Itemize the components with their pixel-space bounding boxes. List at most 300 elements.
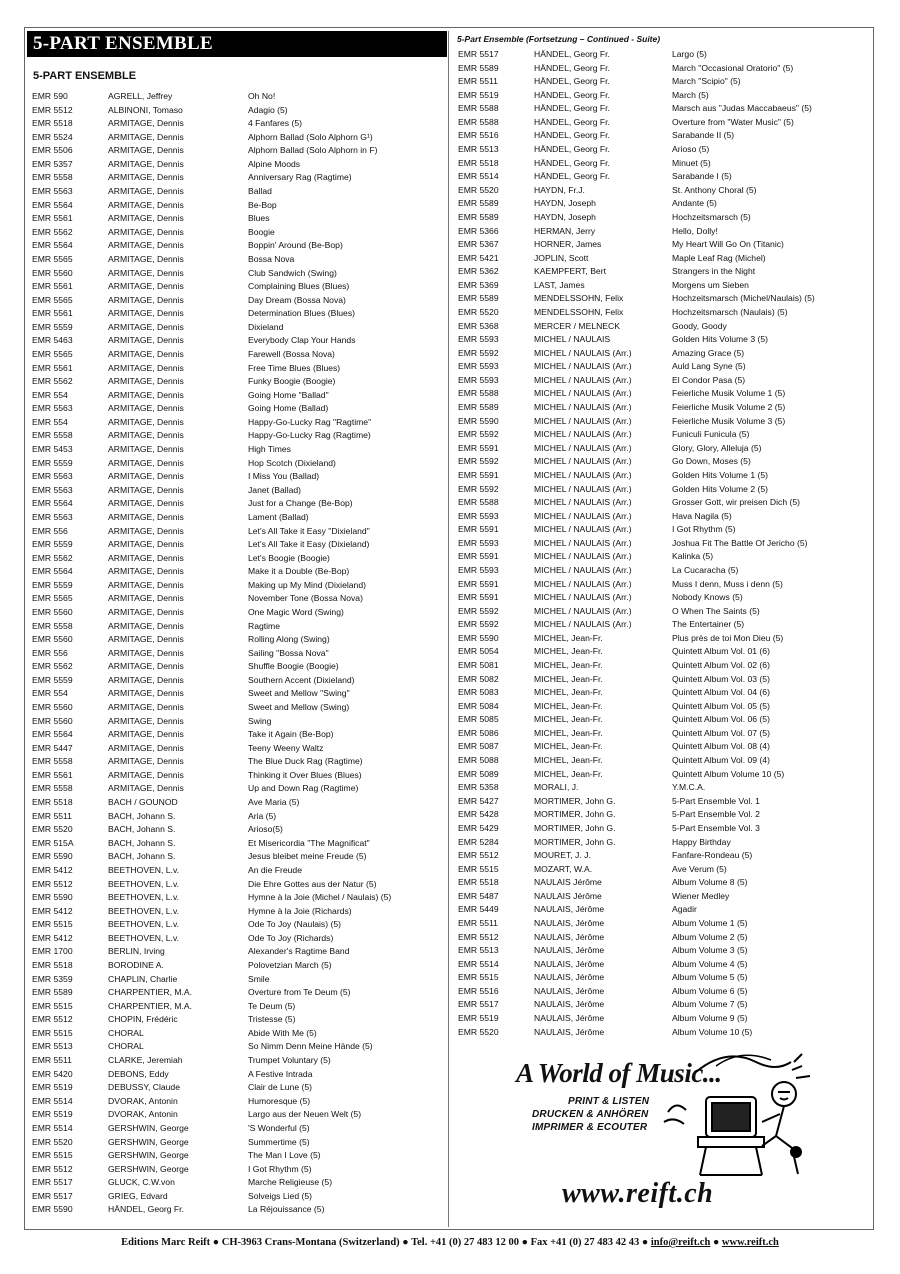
catalog-entry bbox=[458, 347, 868, 361]
piece-title: La Cucaracha (5) bbox=[672, 564, 739, 575]
catalog-number: EMR 5563 bbox=[32, 484, 73, 495]
composer: ALBINONI, Tomaso bbox=[108, 104, 183, 115]
catalog-entry bbox=[458, 944, 868, 958]
catalog-entry bbox=[32, 416, 447, 430]
piece-title: Hymne à la Joie (Richards) bbox=[248, 905, 352, 916]
piece-title: Sailing "Bossa Nova" bbox=[248, 647, 329, 658]
catalog-number: EMR 5463 bbox=[32, 335, 73, 346]
catalog-entry bbox=[32, 552, 447, 566]
piece-title: Free Time Blues (Blues) bbox=[248, 362, 341, 373]
section-title: 5-PART ENSEMBLE bbox=[33, 33, 213, 54]
piece-title: La Réjouissance (5) bbox=[248, 1204, 325, 1215]
composer: ARMITAGE, Dennis bbox=[108, 498, 184, 509]
piece-title: 5-Part Ensemble Vol. 3 bbox=[672, 822, 760, 833]
composer: MORTIMER, John G. bbox=[534, 795, 616, 806]
catalog-entry bbox=[32, 457, 447, 471]
piece-title: Humoresque (5) bbox=[248, 1095, 311, 1106]
right-catalog-list bbox=[458, 48, 868, 1039]
piece-title: Anniversary Rag (Ragtime) bbox=[248, 172, 352, 183]
piece-title: Nobody Knows (5) bbox=[672, 592, 743, 603]
catalog-number: EMR 5563 bbox=[32, 511, 73, 522]
piece-title: Let's All Take it Easy (Dixieland) bbox=[248, 539, 370, 550]
piece-title: Quintett Album Vol. 04 (6) bbox=[672, 687, 770, 698]
left-catalog-list bbox=[32, 90, 447, 1217]
catalog-entry bbox=[458, 496, 868, 510]
catalog-entry bbox=[32, 796, 447, 810]
composer: HAYDN, Fr.J. bbox=[534, 184, 585, 195]
catalog-number: EMR 5592 bbox=[458, 456, 499, 467]
catalog-entry bbox=[458, 360, 868, 374]
piece-title: Wiener Medley bbox=[672, 890, 730, 901]
piece-title: Abide With Me (5) bbox=[248, 1027, 317, 1038]
composer: ARMITAGE, Dennis bbox=[108, 593, 184, 604]
piece-title: Alpine Moods bbox=[248, 158, 301, 169]
piece-title: El Condor Pasa (5) bbox=[672, 374, 746, 385]
catalog-entry bbox=[32, 321, 447, 335]
composer: ARMITAGE, Dennis bbox=[108, 484, 184, 495]
piece-title: Jesus bleibet meine Freude (5) bbox=[248, 851, 367, 862]
piece-title: 4 Fanfares (5) bbox=[248, 118, 302, 129]
composer: MOZART, W.A. bbox=[534, 863, 593, 874]
piece-title: Amazing Grace (5) bbox=[672, 347, 745, 358]
composer: GERSHWIN, George bbox=[108, 1163, 189, 1174]
piece-title: A Festive Intrada bbox=[248, 1068, 313, 1079]
composer: ARMITAGE, Dennis bbox=[108, 376, 184, 387]
catalog-entry bbox=[458, 116, 868, 130]
composer: HORNER, James bbox=[534, 239, 602, 250]
catalog-number: EMR 5512 bbox=[32, 104, 73, 115]
catalog-number: EMR 5561 bbox=[32, 769, 73, 780]
catalog-entry bbox=[458, 727, 868, 741]
piece-title: Album Volume 3 (5) bbox=[672, 945, 748, 956]
catalog-number: EMR 5085 bbox=[458, 714, 499, 725]
catalog-entry bbox=[32, 511, 447, 525]
piece-title: Tristesse (5) bbox=[248, 1014, 296, 1025]
piece-title: Dixieland bbox=[248, 321, 284, 332]
catalog-number: EMR 5511 bbox=[458, 76, 498, 87]
composer: MICHEL, Jean-Fr. bbox=[534, 727, 603, 738]
piece-title: Album Volume 2 (5) bbox=[672, 931, 748, 942]
composer: MERCER / MELNECK bbox=[534, 320, 620, 331]
catalog-number: EMR 5588 bbox=[458, 116, 499, 127]
catalog-number: EMR 5589 bbox=[458, 198, 499, 209]
catalog-entry bbox=[458, 225, 868, 239]
composer: NAULAIS, Jérôme bbox=[534, 904, 605, 915]
composer: MICHEL / NAULAIS (Arr.) bbox=[534, 402, 632, 413]
piece-title: March "Scipio" (5) bbox=[672, 76, 741, 87]
composer: MENDELSSOHN, Felix bbox=[534, 306, 624, 317]
piece-title: Goody, Goody bbox=[672, 320, 727, 331]
catalog-number: EMR 5520 bbox=[32, 1136, 73, 1147]
catalog-number: EMR 5592 bbox=[458, 429, 499, 440]
catalog-number: EMR 5515 bbox=[32, 1150, 73, 1161]
composer: BEETHOVEN, L.v. bbox=[108, 864, 179, 875]
catalog-number: EMR 5516 bbox=[458, 985, 499, 996]
composer: ARMITAGE, Dennis bbox=[108, 552, 184, 563]
footer-web-link[interactable]: www.reift.ch bbox=[721, 1237, 779, 1248]
piece-title: Strangers in the Night bbox=[672, 266, 756, 277]
catalog-number: EMR 5520 bbox=[458, 306, 499, 317]
composer: BEETHOVEN, L.v. bbox=[108, 892, 179, 903]
catalog-number: EMR 5562 bbox=[32, 552, 73, 563]
catalog-number: EMR 5369 bbox=[458, 279, 499, 290]
composer: ARMITAGE, Dennis bbox=[108, 647, 184, 658]
catalog-number: EMR 5366 bbox=[458, 225, 499, 236]
composer: ARMITAGE, Dennis bbox=[108, 226, 184, 237]
catalog-entry bbox=[458, 320, 868, 334]
catalog-number: EMR 5564 bbox=[32, 199, 73, 210]
catalog-number: EMR 5362 bbox=[458, 266, 499, 277]
catalog-entry bbox=[458, 632, 868, 646]
composer: HÄNDEL, Georg Fr. bbox=[534, 130, 610, 141]
catalog-number: EMR 5590 bbox=[458, 632, 499, 643]
catalog-entry bbox=[458, 659, 868, 673]
catalog-entry bbox=[32, 199, 447, 213]
composer: NAULAIS Jérôme bbox=[534, 890, 602, 901]
piece-title: Et Misericordia "The Magnificat" bbox=[248, 837, 370, 848]
piece-title: Glory, Glory, Alleluja (5) bbox=[672, 442, 762, 453]
composer: ARMITAGE, Dennis bbox=[108, 661, 184, 672]
catalog-number: EMR 5562 bbox=[32, 661, 73, 672]
composer: MICHEL / NAULAIS (Arr.) bbox=[534, 605, 632, 616]
catalog-number: EMR 5357 bbox=[32, 158, 73, 169]
catalog-entry bbox=[32, 348, 447, 362]
composer: CHOPIN, Frédéric bbox=[108, 1014, 178, 1025]
piece-title: Ragtime bbox=[248, 620, 280, 631]
catalog-number: EMR 5520 bbox=[458, 1026, 499, 1037]
catalog-number: EMR 5560 bbox=[32, 702, 73, 713]
catalog-number: EMR 5087 bbox=[458, 741, 499, 752]
piece-title: Up and Down Rag (Ragtime) bbox=[248, 783, 359, 794]
catalog-entry bbox=[32, 1095, 447, 1109]
composer: ARMITAGE, Dennis bbox=[108, 348, 184, 359]
piece-title: Quintett Album Vol. 06 (5) bbox=[672, 714, 770, 725]
catalog-entry bbox=[458, 387, 868, 401]
catalog-entry bbox=[32, 470, 447, 484]
composer: ARMITAGE, Dennis bbox=[108, 742, 184, 753]
catalog-entry bbox=[458, 333, 868, 347]
catalog-entry bbox=[458, 822, 868, 836]
composer: HÄNDEL, Georg Fr. bbox=[534, 49, 610, 59]
catalog-entry bbox=[32, 850, 447, 864]
composer: ARMITAGE, Dennis bbox=[108, 186, 184, 197]
composer: HAYDN, Joseph bbox=[534, 198, 596, 209]
composer: MICHEL, Jean-Fr. bbox=[534, 700, 603, 711]
composer: ARMITAGE, Dennis bbox=[108, 403, 184, 414]
catalog-entry bbox=[32, 1149, 447, 1163]
piece-title: Ave Maria (5) bbox=[248, 797, 300, 808]
catalog-entry bbox=[32, 117, 447, 131]
composer: NAULAIS, Jérôme bbox=[534, 1013, 605, 1024]
footer-fax: Fax +41 (0) 27 483 42 43 bbox=[530, 1237, 640, 1248]
catalog-entry bbox=[32, 1176, 447, 1190]
catalog-entry bbox=[458, 985, 868, 999]
catalog-entry bbox=[458, 890, 868, 904]
piece-title: Hello, Dolly! bbox=[672, 225, 718, 236]
catalog-number: EMR 5559 bbox=[32, 457, 73, 468]
catalog-number: EMR 5558 bbox=[32, 172, 73, 183]
piece-title: Smile bbox=[248, 973, 270, 984]
catalog-entry bbox=[458, 252, 868, 266]
catalog-entry bbox=[32, 253, 447, 267]
catalog-number: EMR 590 bbox=[32, 91, 68, 101]
composer: ARMITAGE, Dennis bbox=[108, 389, 184, 400]
catalog-entry bbox=[32, 728, 447, 742]
catalog-number: EMR 5428 bbox=[458, 809, 499, 820]
catalog-number: EMR 5517 bbox=[458, 999, 499, 1010]
catalog-entry bbox=[458, 700, 868, 714]
catalog-number: EMR 5565 bbox=[32, 593, 73, 604]
piece-title: My Heart Will Go On (Titanic) bbox=[672, 239, 784, 250]
catalog-entry bbox=[32, 185, 447, 199]
piece-title: Hymne à la Joie (Michel / Naulais) (5) bbox=[248, 892, 392, 903]
catalog-entry bbox=[458, 62, 868, 76]
piece-title: One Magic Word (Swing) bbox=[248, 606, 344, 617]
composer: ARMITAGE, Dennis bbox=[108, 769, 184, 780]
catalog-entry bbox=[458, 673, 868, 687]
composer: NAULAIS Jérôme bbox=[534, 877, 602, 888]
piece-title: Alphorn Ballad (Solo Alphorn in F) bbox=[248, 145, 378, 156]
catalog-entry bbox=[458, 836, 868, 850]
catalog-number: EMR 5593 bbox=[458, 564, 499, 575]
piece-title: Quintett Album Vol. 05 (5) bbox=[672, 700, 770, 711]
piece-title: Teeny Weeny Waltz bbox=[248, 742, 324, 753]
composer: ARMITAGE, Dennis bbox=[108, 240, 184, 251]
catalog-entry bbox=[458, 469, 868, 483]
catalog-number: EMR 5517 bbox=[32, 1177, 73, 1188]
section-title-bar bbox=[27, 31, 447, 57]
ad-headline: A World of Music... bbox=[516, 1058, 722, 1088]
composer: DVORAK, Antonin bbox=[108, 1095, 178, 1106]
catalog-number: EMR 5518 bbox=[32, 797, 73, 808]
composer: NAULAIS, Jérôme bbox=[534, 999, 605, 1010]
catalog-number: EMR 5429 bbox=[458, 822, 499, 833]
catalog-entry bbox=[32, 389, 447, 403]
catalog-entry bbox=[32, 1122, 447, 1136]
piece-title: Funky Boogie (Boogie) bbox=[248, 376, 336, 387]
catalog-number: EMR 5524 bbox=[32, 131, 73, 142]
catalog-number: EMR 5591 bbox=[458, 551, 499, 562]
catalog-number: EMR 5591 bbox=[458, 469, 499, 480]
ad-url: www.reift.ch bbox=[562, 1178, 714, 1209]
catalog-number: EMR 5591 bbox=[458, 442, 499, 453]
catalog-entry bbox=[32, 158, 447, 172]
catalog-entry bbox=[458, 550, 868, 564]
catalog-entry bbox=[32, 104, 447, 118]
piece-title: Album Volume 8 (5) bbox=[672, 877, 748, 888]
catalog-entry bbox=[458, 931, 868, 945]
ad-line-print: PRINT & LISTEN bbox=[568, 1096, 650, 1107]
piece-title: An die Freude bbox=[248, 864, 302, 875]
catalog-entry bbox=[458, 401, 868, 415]
catalog-entry bbox=[458, 415, 868, 429]
catalog-number: EMR 5560 bbox=[32, 267, 73, 278]
composer: AGRELL, Jeffrey bbox=[108, 91, 173, 101]
catalog-number: EMR 5511 bbox=[32, 810, 72, 821]
composer: NAULAIS, Jérôme bbox=[534, 972, 605, 983]
catalog-number: EMR 5368 bbox=[458, 320, 499, 331]
piece-title: Quintett Album Vol. 08 (4) bbox=[672, 741, 770, 752]
catalog-number: EMR 5515 bbox=[32, 1027, 73, 1038]
composer: KAEMPFERT, Bert bbox=[534, 266, 606, 277]
piece-title: Feierliche Musik Volume 2 (5) bbox=[672, 402, 786, 413]
composer: BEETHOVEN, L.v. bbox=[108, 919, 179, 930]
piece-title: Maple Leaf Rag (Michel) bbox=[672, 252, 766, 263]
composer: ARMITAGE, Dennis bbox=[108, 674, 184, 685]
catalog-number: EMR 5506 bbox=[32, 145, 73, 156]
catalog-entry bbox=[458, 279, 868, 293]
composer: HÄNDEL, Georg Fr. bbox=[534, 157, 610, 168]
piece-title: Club Sandwich (Swing) bbox=[248, 267, 337, 278]
piece-title: Album Volume 9 (5) bbox=[672, 1013, 748, 1024]
composer: NAULAIS, Jérôme bbox=[534, 918, 605, 928]
composer: MICHEL, Jean-Fr. bbox=[534, 741, 603, 752]
catalog-number: EMR 5449 bbox=[458, 904, 499, 915]
piece-title: Overture from "Water Music" (5) bbox=[672, 116, 794, 127]
catalog-number: EMR 5359 bbox=[32, 973, 73, 984]
composer: MICHEL, Jean-Fr. bbox=[534, 755, 603, 766]
piece-title: St. Anthony Choral (5) bbox=[672, 184, 757, 195]
footer-tel: Tel. +41 (0) 27 483 12 00 bbox=[411, 1237, 520, 1248]
composer: GERSHWIN, George bbox=[108, 1150, 189, 1161]
catalog-number: EMR 5589 bbox=[458, 211, 499, 222]
catalog-number: EMR 5519 bbox=[32, 1082, 73, 1093]
piece-title: Happy-Go-Lucky Rag (Ragtime) bbox=[248, 430, 371, 441]
catalog-number: EMR 5561 bbox=[32, 362, 73, 373]
catalog-number: EMR 5589 bbox=[458, 293, 499, 304]
piece-title: Quintett Album Volume 10 (5) bbox=[672, 768, 785, 779]
composer: MICHEL / NAULAIS (Arr.) bbox=[534, 429, 632, 440]
piece-title: Ode To Joy (Richards) bbox=[248, 932, 334, 943]
piece-title: November Tone (Bossa Nova) bbox=[248, 593, 363, 604]
composer: ARMITAGE, Dennis bbox=[108, 199, 184, 210]
catalog-number: EMR 5564 bbox=[32, 240, 73, 251]
piece-title: Thinking it Over Blues (Blues) bbox=[248, 769, 362, 780]
section-subheading: 5-PART ENSEMBLE bbox=[33, 70, 137, 82]
piece-title: Clair de Lune (5) bbox=[248, 1082, 313, 1093]
catalog-entry bbox=[458, 428, 868, 442]
catalog-number: EMR 5590 bbox=[32, 851, 73, 862]
catalog-number: EMR 5089 bbox=[458, 768, 499, 779]
piece-title: Marche Religieuse (5) bbox=[248, 1177, 333, 1188]
piece-title: Sweet and Mellow (Swing) bbox=[248, 702, 350, 713]
catalog-number: EMR 5565 bbox=[32, 348, 73, 359]
composer: MORTIMER, John G. bbox=[534, 809, 616, 820]
piece-title: Lament (Ballad) bbox=[248, 511, 309, 522]
catalog-number: EMR 5563 bbox=[32, 186, 73, 197]
footer-email-link[interactable]: info@reift.ch bbox=[650, 1237, 711, 1248]
catalog-entry bbox=[458, 455, 868, 469]
catalog-number: EMR 5564 bbox=[32, 498, 73, 509]
composer: MICHEL, Jean-Fr. bbox=[534, 646, 603, 657]
catalog-number: EMR 5560 bbox=[32, 606, 73, 617]
catalog-number: EMR 5512 bbox=[458, 850, 499, 861]
composer: ARMITAGE, Dennis bbox=[108, 579, 184, 590]
piece-title: O When The Saints (5) bbox=[672, 605, 760, 616]
composer: CHORAL bbox=[108, 1041, 144, 1052]
piece-title: Te Deum (5) bbox=[248, 1000, 296, 1011]
catalog-entry bbox=[458, 143, 868, 157]
catalog-number: EMR 5514 bbox=[458, 958, 499, 969]
catalog-entry bbox=[32, 823, 447, 837]
catalog-entry bbox=[458, 197, 868, 211]
piece-title: Boogie bbox=[248, 226, 275, 237]
catalog-number: EMR 5519 bbox=[458, 89, 499, 100]
composer: BACH, Johann S. bbox=[108, 851, 176, 862]
composer: ARMITAGE, Dennis bbox=[108, 118, 184, 129]
catalog-entry bbox=[32, 878, 447, 892]
catalog-entry bbox=[32, 633, 447, 647]
catalog-number: EMR 5563 bbox=[32, 403, 73, 414]
catalog-entry bbox=[458, 537, 868, 551]
catalog-number: EMR 554 bbox=[32, 389, 68, 400]
catalog-entry bbox=[32, 1000, 447, 1014]
catalog-entry bbox=[32, 226, 447, 240]
piece-title: Agadir bbox=[672, 904, 697, 915]
composer: NAULAIS, Jérôme bbox=[534, 945, 605, 956]
composer: BACH, Johann S. bbox=[108, 824, 176, 835]
composer: ARMITAGE, Dennis bbox=[108, 539, 184, 550]
composer: CLARKE, Jeremiah bbox=[108, 1055, 183, 1066]
catalog-entry bbox=[32, 1108, 447, 1122]
piece-title: Arioso(5) bbox=[248, 824, 283, 835]
composer: ARMITAGE, Dennis bbox=[108, 158, 184, 169]
catalog-number: EMR 515A bbox=[32, 837, 74, 848]
catalog-entry bbox=[32, 497, 447, 511]
composer: ARMITAGE, Dennis bbox=[108, 702, 184, 713]
bullet-separator: ● bbox=[402, 1237, 412, 1248]
catalog-number: EMR 5513 bbox=[458, 144, 499, 155]
piece-title: Hochzeitsmarsch (Naulais) (5) bbox=[672, 306, 788, 317]
piece-title: Sweet and Mellow "Swing" bbox=[248, 688, 350, 699]
composer: MICHEL / NAULAIS (Arr.) bbox=[534, 497, 632, 508]
catalog-entry bbox=[32, 131, 447, 145]
catalog-entry bbox=[458, 184, 868, 198]
composer: BEETHOVEN, L.v. bbox=[108, 905, 179, 916]
catalog-entry bbox=[458, 863, 868, 877]
ad-line-drucken: DRUCKEN & ANHÖREN bbox=[532, 1109, 649, 1120]
piece-title: High Times bbox=[248, 444, 291, 455]
composer: DEBONS, Eddy bbox=[108, 1068, 169, 1079]
catalog-entry bbox=[458, 510, 868, 524]
piece-title: Go Down, Moses (5) bbox=[672, 456, 751, 467]
catalog-entry bbox=[32, 1081, 447, 1095]
composer: HÄNDEL, Georg Fr. bbox=[534, 62, 610, 73]
catalog-number: EMR 5593 bbox=[458, 334, 499, 345]
catalog-number: EMR 5561 bbox=[32, 308, 73, 319]
piece-title: March "Occasional Oratorio" (5) bbox=[672, 62, 794, 73]
catalog-entry bbox=[32, 932, 447, 946]
piece-title: Oh No! bbox=[248, 91, 276, 101]
catalog-entry bbox=[458, 795, 868, 809]
catalog-entry bbox=[458, 306, 868, 320]
catalog-entry bbox=[32, 334, 447, 348]
catalog-entry bbox=[32, 769, 447, 783]
composer: ARMITAGE, Dennis bbox=[108, 715, 184, 726]
catalog-number: EMR 5513 bbox=[458, 945, 499, 956]
catalog-entry bbox=[458, 89, 868, 103]
catalog-entry bbox=[458, 564, 868, 578]
piece-title: Hochzeitsmarsch (5) bbox=[672, 211, 751, 222]
composer: HÄNDEL, Georg Fr. bbox=[534, 171, 610, 182]
catalog-number: EMR 5081 bbox=[458, 660, 499, 671]
composer: HÄNDEL, Georg Fr. bbox=[108, 1204, 184, 1215]
catalog-entry bbox=[32, 674, 447, 688]
catalog-entry bbox=[458, 238, 868, 252]
catalog-number: EMR 5561 bbox=[32, 281, 73, 292]
catalog-entry bbox=[32, 810, 447, 824]
catalog-entry bbox=[32, 1136, 447, 1150]
